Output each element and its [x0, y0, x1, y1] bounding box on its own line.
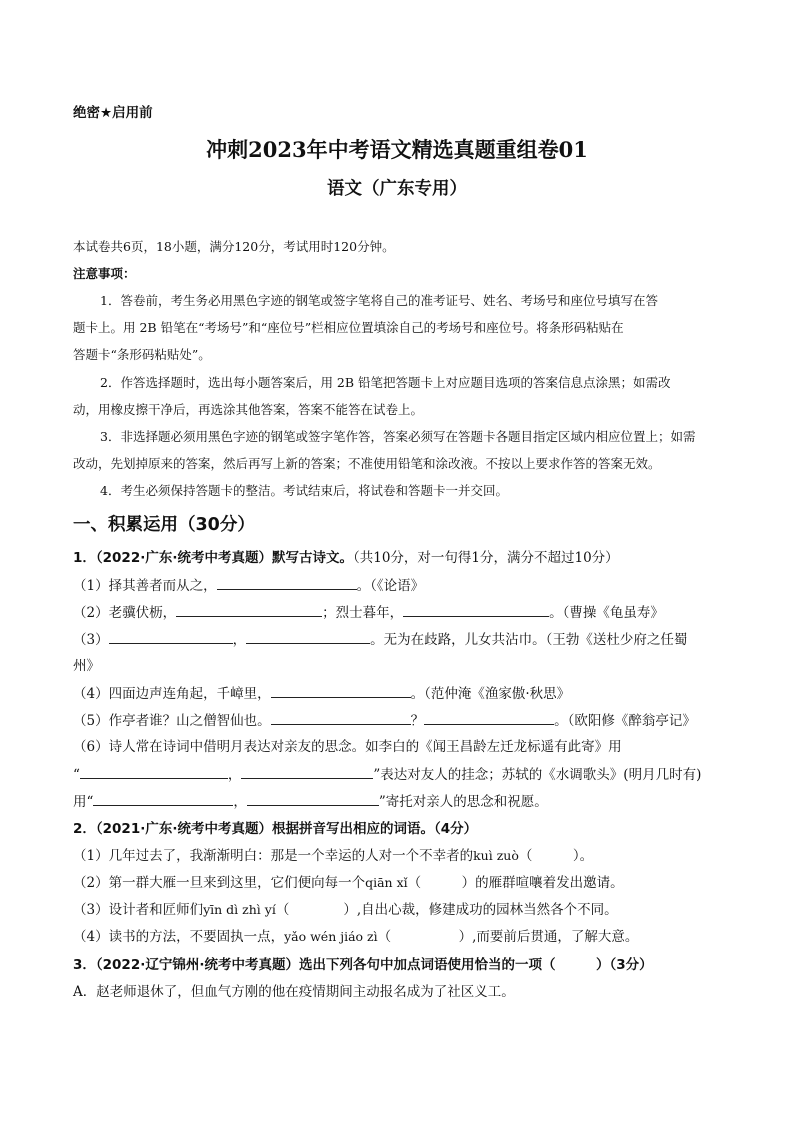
q1-l5-text: （5）作亭者谁？山之僧智仙也。 — [73, 713, 271, 729]
exam-subtitle: 语文（广东专用） — [327, 179, 467, 199]
answer-blank[interactable] — [246, 630, 370, 644]
notice-1-line-3: 答题卡“条形码粘贴处”。 — [73, 347, 211, 362]
question-1-line-2 — [73, 603, 664, 622]
answer-blank[interactable]: （ ）,自出心裁，修建成功的园林当然各个不同。 — [275, 902, 618, 918]
q1-l6-comma-2: ， — [233, 794, 247, 810]
question-1-line-3-cont: 州》 — [73, 658, 100, 674]
exam-summary: 本试卷共6页，18小题，满分120分，考试用时120分钟。 — [73, 239, 395, 254]
answer-blank[interactable]: （ ）,而要前后贯通，了解大意。 — [377, 929, 639, 945]
q1-l4-text: （4）四面边声连角起，千嶂里， — [73, 686, 271, 702]
question-1-line-6-c — [73, 792, 548, 811]
question-1-header — [73, 549, 619, 567]
q1-l5-mid: ？ — [410, 713, 425, 729]
answer-blank[interactable] — [424, 711, 554, 725]
notice-1-line-2: 题卡上。用 2B 铅笔在“考场号”和“座位号”栏相应位置填涂自己的考场号和座位号。将条形码粘贴在 — [73, 320, 624, 335]
question-2-item-2 — [73, 874, 624, 892]
question-1-line-3 — [73, 630, 687, 649]
exam-title: 冲刺2023年中考语文精选真题重组卷01 — [206, 137, 588, 162]
q1-l6-comma: ， — [227, 767, 242, 783]
question-3-header — [73, 956, 653, 974]
answer-blank[interactable]: （ ）的雁群喧嚷着发出邀请。 — [407, 875, 624, 891]
q1-l3-comma: ， — [232, 632, 247, 648]
notice-2-line-2: 动，用橡皮擦干净后，再选涂其他答案，答案不能答在试卷上。 — [73, 402, 424, 417]
question-1-title: 1．（2022·广东·统考中考真题）默写古诗文。 — [73, 550, 353, 566]
question-1-line-5 — [73, 711, 696, 730]
question-1-line-6: （6）诗人常在诗词中借明月表达对亲友的思念。如李白的《闻王昌龄左迁龙标遥有此寄》用 — [73, 739, 622, 755]
notice-heading: 注意事项： — [73, 266, 136, 281]
answer-blank[interactable] — [271, 684, 411, 698]
question-3-title: 3．（2022·辽宁锦州·统考中考真题）选出下列各句中加点词语使用恰当的一项（ ）（3分） — [73, 957, 653, 973]
question-2-item-3 — [73, 901, 618, 919]
q1-l6-ending: ”寄托对亲人的思念和祝愿。 — [378, 794, 548, 810]
answer-blank[interactable] — [217, 576, 357, 590]
q2-item-text: （2）第一群大雁一旦来到这里，它们便向每一个 — [73, 875, 366, 891]
q1-l2-mid: ；烈士暮年， — [322, 605, 404, 621]
q1-l3-num: （3） — [73, 632, 109, 648]
notice-1-line-1: 1．答卷前，考生务必用黑色字迹的钢笔或签字笔将自己的准考证号、姓名、考场号和座位号填写在答 — [100, 293, 658, 308]
answer-blank[interactable] — [176, 603, 322, 617]
pinyin: qiān xǐ — [365, 875, 408, 890]
pinyin: yīn dì zhì yí — [203, 902, 276, 917]
q1-l6-text: ”表达对友人的挂念；苏轼的《水调歌头》(明月几时有) — [373, 767, 702, 783]
question-2-item-4 — [73, 928, 638, 946]
answer-blank[interactable] — [109, 630, 233, 644]
question-2-item-1 — [73, 847, 593, 865]
q1-l5-source: 。（欧阳修《醉翁亭记》 — [554, 713, 696, 729]
question-1-line-1 — [73, 576, 424, 595]
answer-blank[interactable] — [403, 603, 549, 617]
q1-l2-source: 。（曹操《龟虽寿》 — [549, 605, 664, 621]
q1-l1-source: 。（《论语》 — [356, 578, 425, 594]
pinyin: kuì zuò — [473, 848, 519, 863]
notice-3-line-2: 改动，先划掉原来的答案，然后再写上新的答案；不准使用铅笔和涂改液。不按以上要求作答的答案无效。 — [73, 456, 661, 471]
question-2-header — [73, 820, 477, 838]
answer-blank[interactable] — [241, 765, 373, 779]
answer-blank[interactable]: （ ）。 — [518, 848, 594, 864]
answer-blank[interactable] — [271, 711, 411, 725]
question-3-option-a[interactable]: A．赵老师退休了，但血气方刚的他在疫情期间主动报名成为了社区义工。 — [73, 984, 515, 1000]
answer-blank[interactable] — [93, 792, 233, 806]
question-1-desc: （共10分，对一句得1分，满分不超过10分） — [352, 550, 619, 566]
confidential-label: 绝密★启用前 — [73, 105, 153, 121]
notice-4-line-1: 4．考生必须保持答题卡的整洁。考试结束后，将试卷和答题卡一并交回。 — [100, 483, 508, 498]
section-1-heading: 一、积累运用（30分） — [73, 515, 255, 535]
q1-l6-use: 用“ — [73, 794, 94, 810]
q2-item-text: （4）读书的方法，不要固执一点， — [73, 929, 285, 945]
q2-item-text: （1）几年过去了，我渐渐明白：那是一个幸运的人对一个不幸者的 — [73, 848, 474, 864]
question-1-line-4 — [73, 684, 570, 703]
notice-2-line-1: 2．作答选择题时，选出每小题答案后，用 2B 铅笔把答题卡上对应题目选项的答案信息点涂黑；如需改 — [100, 375, 671, 390]
q1-l2-text: （2）老骥伏枥， — [73, 605, 177, 621]
q1-l6-quote-open: “ — [73, 767, 80, 783]
q1-l3-text: 。无为在歧路，儿女共沾巾。（王勃《送杜少府之任蜀 — [370, 632, 688, 648]
answer-blank[interactable] — [80, 765, 228, 779]
pinyin: yǎo wén jiáo zì — [284, 929, 378, 944]
q2-item-text: （3）设计者和匠师们 — [73, 902, 204, 918]
question-2-title: 2．（2021·广东·统考中考真题）根据拼音写出相应的词语。（4分） — [73, 821, 478, 837]
question-1-line-6-b — [73, 765, 701, 784]
q1-l4-source: 。（范仲淹《渔家傲·秋思》 — [410, 686, 571, 702]
notice-3-line-1: 3．非选择题必须用黑色字迹的钢笔或签字笔作答，答案必须写在答题卡各题目指定区域内相应位置上；如需 — [100, 429, 696, 444]
answer-blank[interactable] — [247, 792, 379, 806]
q1-l1-text: （1）择其善者而从之， — [73, 578, 217, 594]
